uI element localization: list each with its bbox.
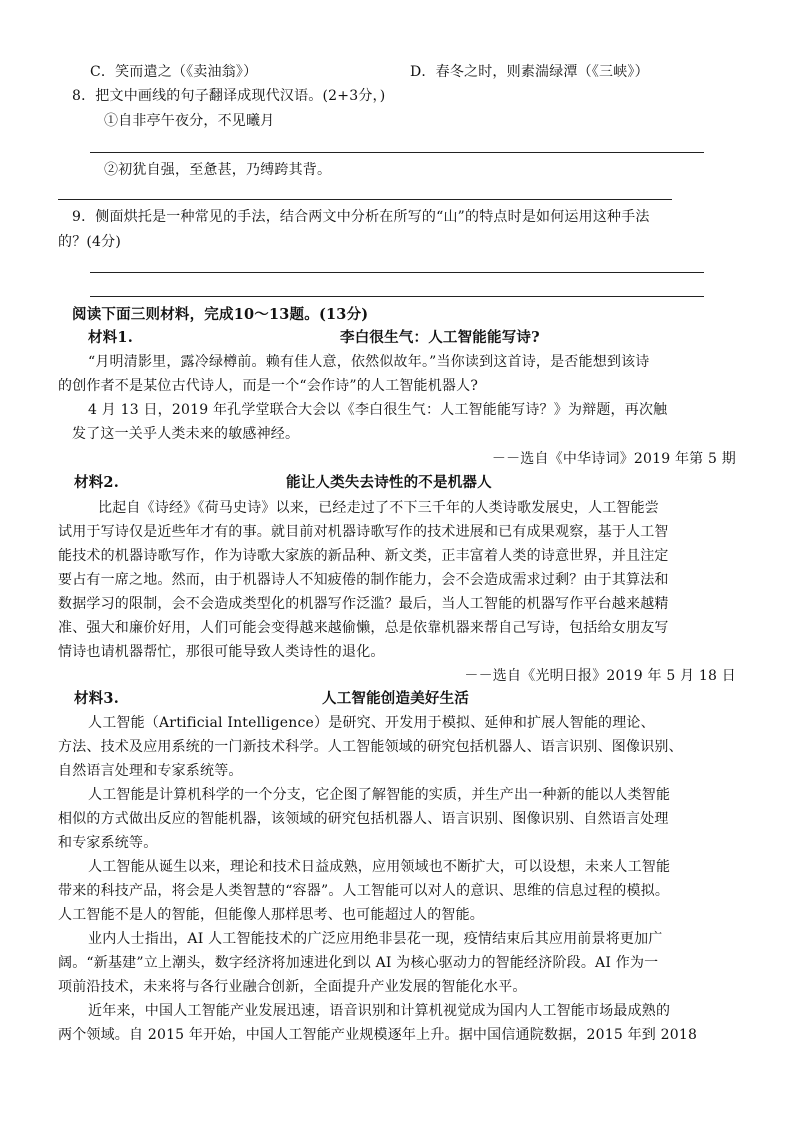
material-2-line: 情诗也请机器帮忙，那很可能导致人类诗性的退化。 (58, 644, 385, 660)
material-3-line: 带来的科技产品，将会是人类智慧的“容器”。人工智能可以对人的意识、思维的信息过程的模拟。 (58, 883, 670, 899)
material-2-line: 试用于写诗仅是近些年才有的事。就目前对机器诗歌写作的技术进展和已有成果观察，基于人工智 (58, 524, 669, 540)
question-8: 8．把文中画线的句子翻译成现代汉语。(2+3分，) (72, 88, 386, 104)
option-d: D．春冬之时，则素湍绿潭（《三峡》） (410, 64, 649, 80)
material-1-title: 李白很生气：人工智能能写诗? (340, 329, 540, 346)
material-1-line: 的创作者不是某位古代诗人，而是一个“会作诗”的人工智能机器人? (58, 378, 479, 394)
option-c: C．笑而遣之（《卖油翁》） (90, 64, 258, 80)
material-3-line: 人工智能（Artificial Intelligence）是研究、开发用于模拟、延伸和扩展人智能的理论、 (88, 715, 655, 731)
material-3-line: 方法、技术及应用系统的一门新技术科学。人工智能领域的研究包括机器人、语言识别、图像识别、 (58, 739, 683, 755)
material-1-line: 发了这一关乎人类未来的敏感神经。 (72, 426, 300, 442)
material-2-line: 数据学习的限制，会不会造成类型化的机器写作泛滥？最后，当人工智能的机器写作平台越来越精 (58, 596, 669, 612)
material-1-line: 4 月 13 日，2019 年孔学堂联合大会以《李白很生气：人工智能能写诗？》为辩题，再次触 (88, 402, 668, 418)
material-2-line: 能技术的机器诗歌写作，作为诗歌大家族的新品种、新文类，正丰富着人类的诗意世界，并且注定 (58, 548, 669, 564)
material-3-line: 自然语言处理和专家系统等。 (58, 763, 243, 779)
material-3-line: 项前沿技术，未来将与各行业融合创新，全面提升产业发展的智能化水平。 (58, 979, 527, 995)
answer-line (90, 296, 704, 297)
material-3-line: 和专家系统等。 (58, 835, 158, 851)
material-3-title: 人工智能创造美好生活 (322, 690, 469, 707)
material-3-line: 业内人士指出，AI 人工智能技术的广泛应用绝非昙花一现，疫情结束后其应用前景将更加广 (88, 931, 663, 947)
question-9-line-2: 的？(4分) (58, 234, 122, 250)
material-2-label: 材料2. (74, 474, 119, 491)
material-3-line: 人工智能不是人的智能，但能像人那样思考、也可能超过人的智能。 (58, 907, 484, 923)
material-3-line: 人工智能从诞生以来，理论和技术日益成熟，应用领域也不断扩大，可以设想，未来人工智能 (88, 859, 671, 875)
material-3-line: 相似的方式做出反应的智能机器，该领域的研究包括机器人、语言识别、图像识别、自然语言处理 (58, 811, 669, 827)
material-3-line: 阔。“新基建”立上潮头，数字经济将加速进化到以 AI 为核心驱动力的智能经济阶段。AI 作为一 (58, 955, 659, 971)
answer-line (90, 272, 704, 273)
material-3-line: 近年来，中国人工智能产业发展迅速，语音识别和计算机视觉成为国内人工智能市场最成熟的 (88, 1003, 671, 1019)
material-2-line: 要占有一席之地。然而，由于机器诗人不知疲倦的制作能力，会不会造成需求过剩？由于其算法和 (58, 572, 669, 588)
reading-intro: 阅读下面三则材料，完成10～13题。(13分) (72, 306, 369, 323)
material-3-line: 两个领域。自 2015 年开始，中国人工智能产业规模逐年上升。据中国信通院数据，2015 年到 2018 (58, 1027, 698, 1043)
material-2-source: －－选自《光明日报》2019 年 5 月 18 日 (464, 668, 736, 684)
material-2-title: 能让人类失去诗性的不是机器人 (286, 474, 492, 491)
question-9-line-1: 9．侧面烘托是一种常见的手法，结合两文中分析在所写的“山”的特点时是如何运用这种手法 (72, 209, 650, 225)
material-1-label: 材料1. (88, 329, 133, 346)
answer-line (58, 199, 672, 200)
question-8-sentence-1: ①自非亭午夜分，不见曦月 (104, 113, 275, 129)
material-3-line: 人工智能是计算机科学的一个分支，它企图了解智能的实质，并生产出一种新的能以人类智能 (88, 787, 671, 803)
material-1-source: －－选自《中华诗词》2019 年第 5 期 (491, 451, 736, 467)
material-1-line: “月明清影里，露冷绿樽前。赖有佳人意，依然似故年。”当你读到这首诗，是否能想到该诗 (88, 354, 650, 370)
material-2-line: 准、强大和廉价好用，人们可能会变得越来越偷懒，总是依靠机器来帮自己写诗，包括给女朋友写 (58, 620, 669, 636)
answer-line (90, 152, 704, 153)
question-8-sentence-2: ②初犹自强，至惫甚，乃缚跨其背。 (104, 162, 332, 178)
material-3-label: 材料3. (74, 690, 119, 707)
material-2-line: 比起自《诗经》《荷马史诗》以来，已经走过了不下三千年的人类诗歌发展史，人工智能尝 (98, 500, 659, 516)
